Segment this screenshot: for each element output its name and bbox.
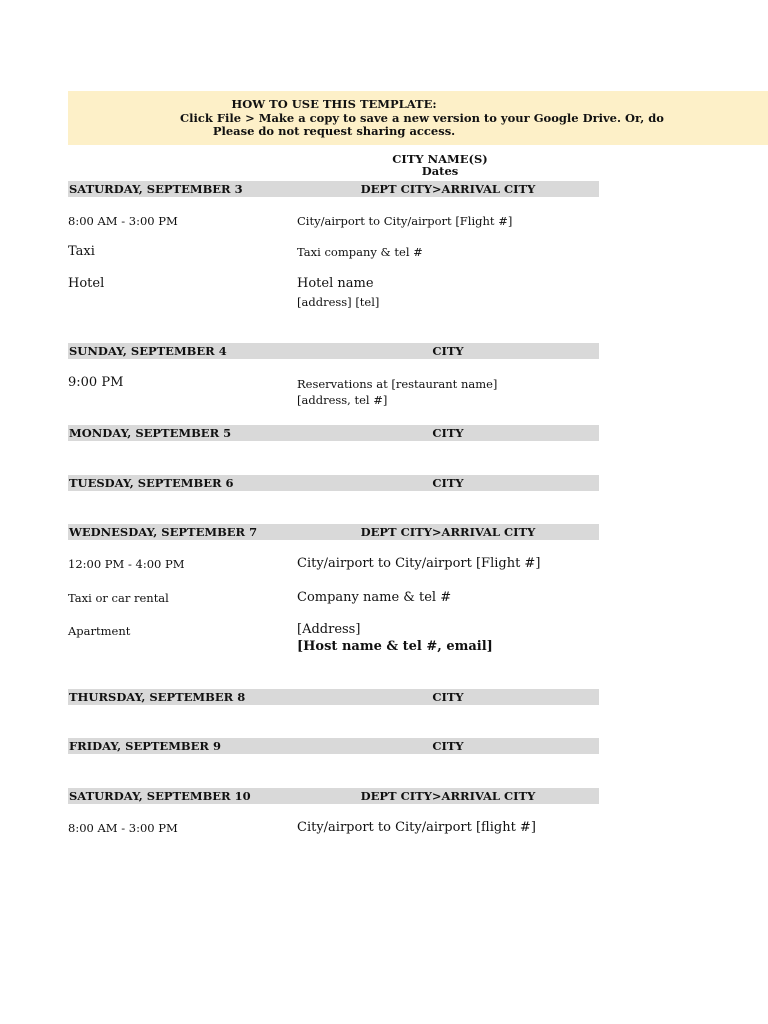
day-city: DEPT CITY>ARRIVAL CITY (360, 182, 536, 196)
day-header (68, 788, 599, 804)
detail-cell: City/airport to City/airport [Flight #] (297, 214, 513, 228)
day-header (68, 524, 599, 540)
day-label: SATURDAY, SEPTEMBER 3 (69, 182, 243, 196)
transport-cell: Taxi (68, 244, 95, 259)
banner-title: HOW TO USE THIS TEMPLATE: (231, 97, 437, 111)
detail-cell: Reservations at [restaurant name] (297, 377, 498, 391)
banner-instruction-clip (68, 111, 664, 125)
detail-subline: [Host name & tel #, email] (297, 639, 493, 654)
day-header (68, 689, 599, 705)
day-header (68, 738, 599, 754)
detail-subline: [address, tel #] (297, 393, 388, 407)
day-label: WEDNESDAY, SEPTEMBER 7 (69, 525, 258, 539)
day-city: CITY (432, 739, 464, 753)
city-names-heading: CITY NAME(S) (392, 152, 488, 166)
day-label: FRIDAY, SEPTEMBER 9 (69, 739, 221, 753)
day-city: DEPT CITY>ARRIVAL CITY (360, 525, 536, 539)
detail-subline: [address] [tel] (297, 295, 380, 309)
transport-cell: Taxi or car rental (68, 591, 169, 605)
day-city: CITY (432, 344, 464, 358)
day-city: DEPT CITY>ARRIVAL CITY (360, 789, 536, 803)
day-header (68, 475, 599, 491)
day-label: MONDAY, SEPTEMBER 5 (69, 426, 232, 440)
day-header (68, 181, 599, 197)
lodging-cell: Hotel (68, 276, 105, 291)
time-cell: 12:00 PM - 4:00 PM (68, 557, 185, 571)
day-label: SUNDAY, SEPTEMBER 4 (69, 344, 227, 358)
dates-heading: Dates (421, 164, 459, 178)
day-city: CITY (432, 476, 464, 490)
detail-cell: City/airport to City/airport [Flight #] (297, 556, 541, 571)
time-cell: 9:00 PM (68, 375, 124, 390)
detail-cell: City/airport to City/airport [flight #] (297, 820, 536, 835)
time-cell: 8:00 AM - 3:00 PM (68, 821, 178, 835)
banner-note: Please do not request sharing access. (212, 124, 456, 138)
detail-cell: Company name & tel # (297, 590, 452, 605)
day-label: TUESDAY, SEPTEMBER 6 (69, 476, 234, 490)
day-city: CITY (432, 426, 464, 440)
time-cell: 8:00 AM - 3:00 PM (68, 214, 178, 228)
day-city: CITY (432, 690, 464, 704)
day-label: SATURDAY, SEPTEMBER 10 (69, 789, 251, 803)
detail-cell: [Address] (297, 622, 361, 637)
day-label: THURSDAY, SEPTEMBER 8 (69, 690, 246, 704)
lodging-cell: Apartment (68, 624, 131, 638)
day-header (68, 343, 599, 359)
instructions-banner (68, 91, 768, 145)
day-header (68, 425, 599, 441)
detail-cell: Hotel name (297, 276, 374, 291)
detail-cell: Taxi company & tel # (297, 245, 423, 259)
banner-instruction: Click File > Make a copy to save a new version to your Google Drive. Or, do (180, 111, 664, 125)
